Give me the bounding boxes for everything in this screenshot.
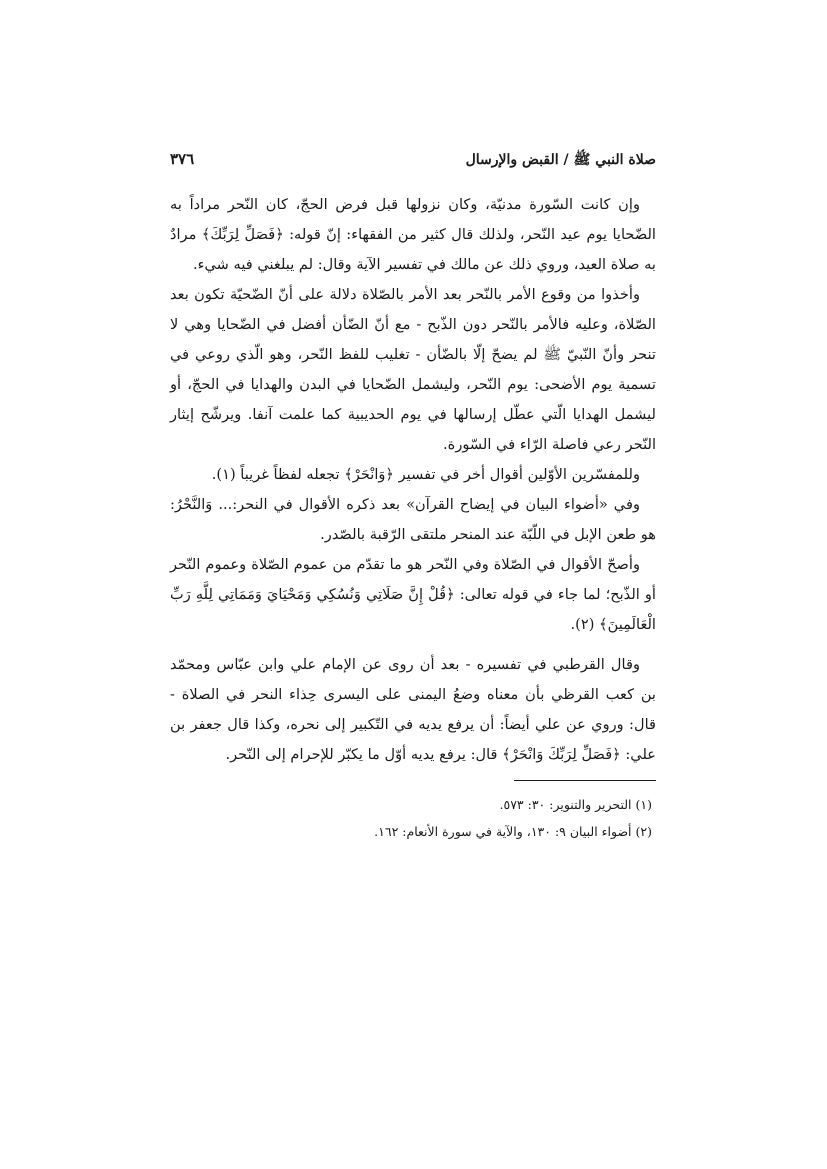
paragraph: وأصحّ الأقوال في الصّلاة وفي النّحر هو ما تقدّم من عموم الصّلاة وعموم النّحر أو الذّبح؛ لما جاء في قوله تعالى: ﴿قُلْ إِنَّ صَلَاتِي وَنُسُكِي وَمَحْيَايَ وَمَمَاتِي لِلَّهِ رَبِّ الْعَالَمِينَ﴾ (٢). <box>170 556 656 633</box>
paragraph: وللمفسّرين الأوّلين أقوال أخر في تفسير ﴿وَانْحَرْ﴾ تجعله لفظاً غريباً (١). <box>211 466 640 483</box>
paragraph: وإن كانت السّورة مدنيّة، وكان نزولها قبل فرض الحجّ، كان النّحر مراداً به الضّحايا يوم عيد النّحر، ولذلك قال كثير من الفقهاء: إنّ قوله: ﴿فَصَلِّ لِرَبِّكَ﴾ مرادٌ به صلاة العيد، وروي ذلك عن مالك في تفسير الآية وقال: لم يبلغني فيه شيء. <box>170 196 656 273</box>
page-header <box>170 150 656 176</box>
paragraph: وقال القرطبي في تفسيره - بعد أن روى عن الإمام علي وابن عبّاس ومحمّد بن كعب القرظي بأن معناه وضعُ اليمنى على اليسرى حِذاء النحر في الصلاة - قال: وروي عن علي أيضاً: أن يرفع يديه في التّكبير إلى نحره، وكذا قال جعفر بن علي: ﴿فَصَلِّ لِرَبِّكَ وَانْحَرْ﴾ قال: يرفع يديه أوّل ما يكبّر للإحرام إلى النّحر. <box>170 656 656 763</box>
footnotes <box>170 791 656 845</box>
body-text <box>170 190 656 770</box>
running-title: صلاة النبي ﷺ / القبض والإرسال <box>465 152 656 168</box>
paragraph: وأخذوا من وقوع الأمر بالنّحر بعد الأمر بالصّلاة دلالة على أنّ الضّحيّة تكون بعد الصّلاة، وعليه فالأمر بالنّحر دون الذّبح - مع أنّ الضّأن أفضل في الضّحايا وهي لا تنحر وأنّ النّبيّ ﷺ لم يضحّ إلّا بالضّأن - تغليب للفظ النّحر، وهو الّذي روعي في تسمية يوم الأضحى: يوم النّحر، وليشمل الضّحايا في البدن والهدايا في الحجّ، أو ليشمل الهدايا الّتي عطّل إرسالها في يوم الحديبية كما علمت آنفا. ويرشّح إيثار النّحر رعي فاصلة الرّاء في السّورة. <box>170 286 656 453</box>
footnote-divider <box>514 780 656 781</box>
paragraph: وفي «أضواء البيان في إيضاح القرآن» بعد ذكره الأقوال في النحر:... وَالنَّحْرُ: هو طعن الإبل في اللّبّة عند المنحر ملتقى الرّقبة بالصّدر. <box>170 496 656 543</box>
footnote: (٢) أضواء البيان ٩: ١٣٠، والآية في سورة الأنعام: ١٦٢. <box>374 824 652 839</box>
book-page <box>170 150 656 845</box>
footnote: (١) التحرير والتنوير: ٣٠: ٥٧٣. <box>499 797 652 812</box>
page-number: ٣٧٦ <box>170 150 195 168</box>
